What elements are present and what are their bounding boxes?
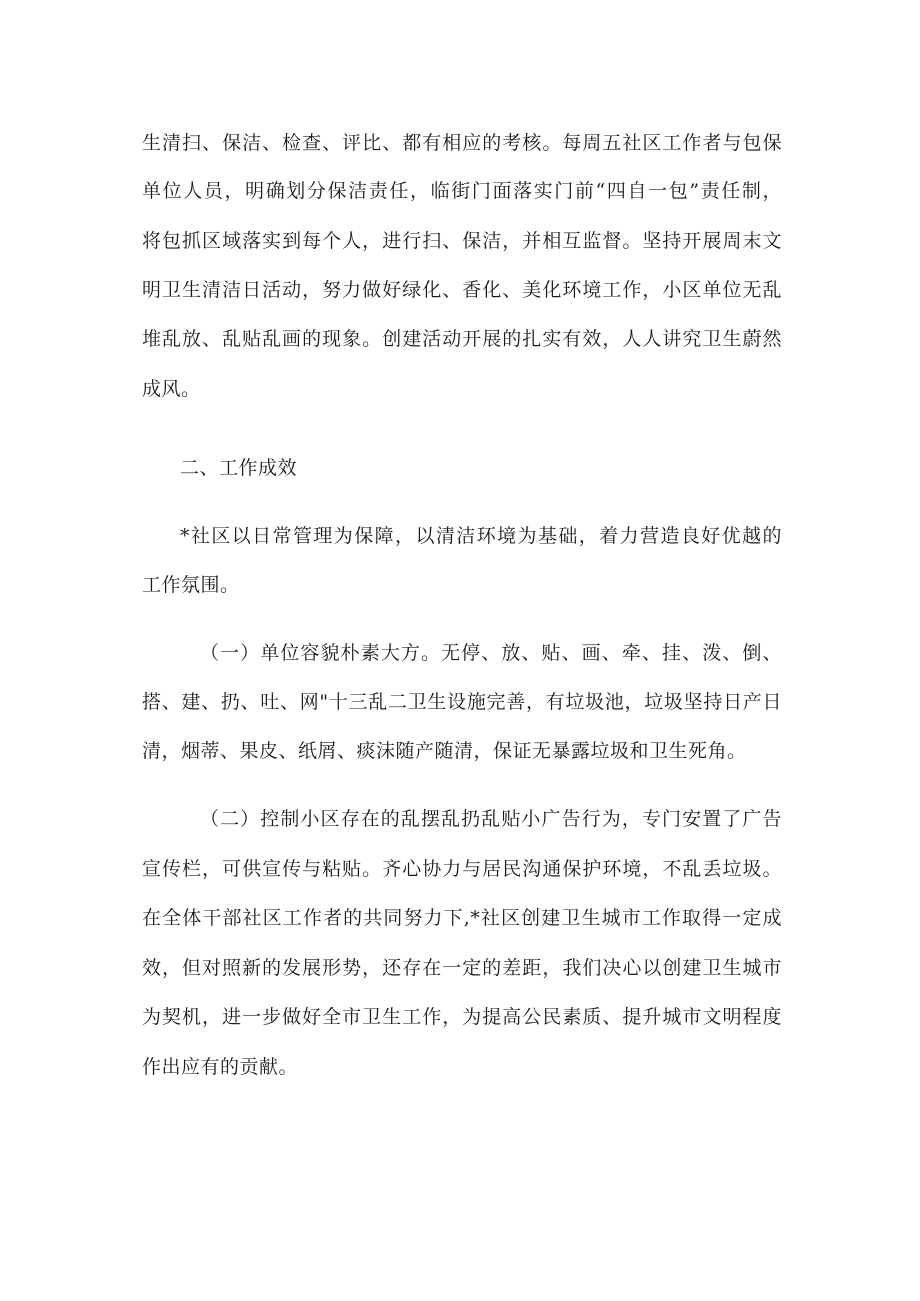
paragraph-1-line-1: 生清扫、保洁、检查、评比、都有相应的考核。每周五社区工作者与包保 — [142, 132, 782, 154]
paragraph-2-line-1: *社区以日常管理为保障，以清洁环境为基础，着力营造良好优越的 — [180, 525, 782, 547]
paragraph-4-line-1: （二）控制小区存在的乱摆乱扔乱贴小广告行为，专门安置了广告 — [200, 808, 782, 830]
paragraph-1-line-4: 明卫生清洁日活动，努力做好绿化、香化、美化环境工作，小区单位无乱 — [142, 279, 782, 301]
paragraph-4-line-2: 宣传栏，可供宣传与粘贴。齐心协力与居民沟通保护环境，不乱丢垃圾。 — [142, 858, 782, 880]
section-heading: 二、工作成效 — [180, 457, 298, 479]
paragraph-1-line-6: 成风。 — [142, 378, 201, 400]
paragraph-3-line-2: 搭、建、扔、吐、网"十三乱二卫生设施完善，有垃圾池，垃圾坚持日产日 — [142, 691, 782, 713]
paragraph-4-line-6: 作出应有的贡献。 — [142, 1056, 299, 1078]
paragraph-4-line-3: 在全体干部社区工作者的共同努力下,*社区创建卫生城市工作取得一定成 — [142, 907, 782, 929]
paragraph-3-line-3: 清，烟蒂、果皮、纸屑、痰沫随产随清，保证无暴露垃圾和卫生死角。 — [142, 740, 747, 762]
paragraph-2-line-2: 工作氛围。 — [142, 574, 240, 596]
paragraph-3-line-1: （一）单位容貌朴素大方。无停、放、贴、画、牵、挂、泼、倒、 — [200, 642, 782, 664]
paragraph-1-line-5: 堆乱放、乱贴乱画的现象。创建活动开展的扎实有效，人人讲究卫生蔚然 — [142, 328, 782, 350]
paragraph-4-line-4: 效，但对照新的发展形势，还存在一定的差距，我们决心以创建卫生城市 — [142, 957, 782, 979]
paragraph-1-line-2: 单位人员，明确划分保洁责任，临街门面落实门前“四自一包”责任制， — [142, 180, 782, 202]
paragraph-4-line-5: 为契机，进一步做好全市卫生工作，为提高公民素质、提升城市文明程度 — [142, 1006, 782, 1028]
paragraph-1-line-3: 将包抓区域落实到每个人，进行扫、保洁，并相互监督。坚持开展周末文 — [142, 230, 782, 252]
